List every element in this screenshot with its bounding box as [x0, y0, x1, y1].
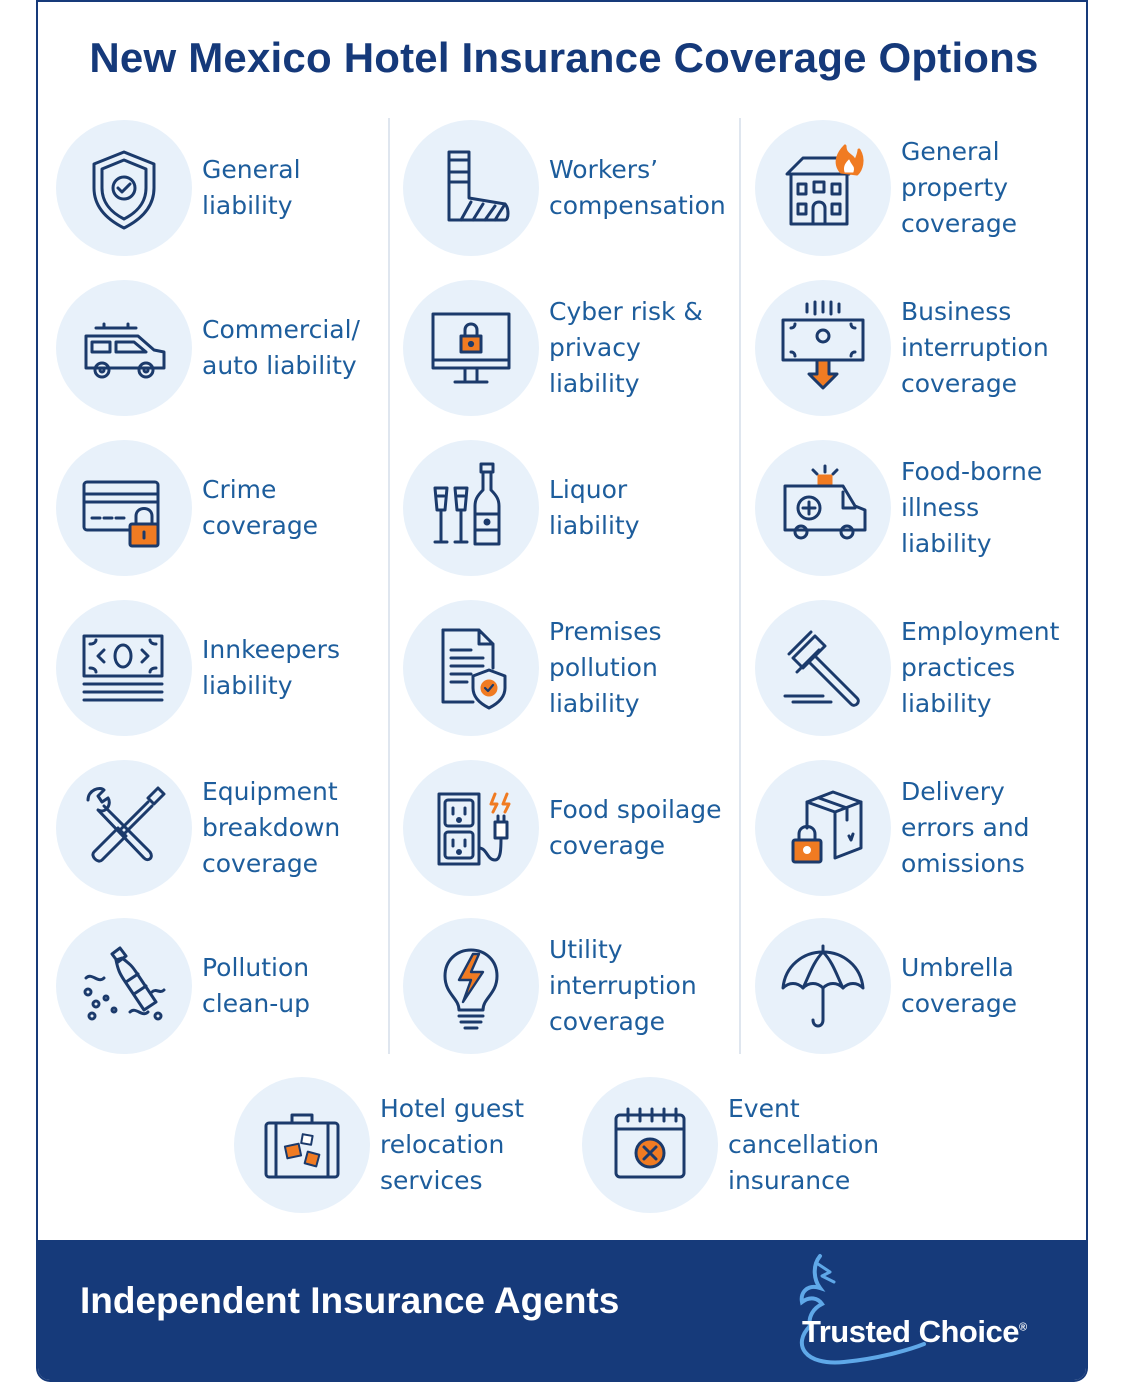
- coverage-label: Crime coverage: [202, 475, 319, 540]
- coverage-item-crime-coverage: [56, 440, 386, 580]
- coverage-label: Umbrella coverage: [901, 953, 1018, 1018]
- champagne-glasses-bottle-icon: [421, 458, 521, 558]
- item-icon-circle: [56, 918, 192, 1054]
- outlet-plug-icon: [421, 778, 521, 878]
- document-shield-icon: [421, 618, 521, 718]
- umbrella-icon: [773, 936, 873, 1036]
- coverage-item-delivery-errors: [755, 760, 1085, 900]
- item-icon-circle: [403, 600, 539, 736]
- item-icon-circle: [403, 120, 539, 256]
- item-icon-circle: [56, 760, 192, 896]
- column-divider-right: [739, 118, 741, 1054]
- footer-banner: [38, 1240, 1088, 1382]
- shield-check-icon: [74, 138, 174, 238]
- coverage-item-pollution-clean-up: [56, 918, 386, 1058]
- coverage-item-food-borne-illness: [755, 440, 1085, 580]
- coverage-label: Delivery errors and omissions: [901, 777, 1030, 878]
- coverage-label: Hotel guest relocation services: [380, 1094, 525, 1195]
- coverage-item-employment-practices: [755, 600, 1085, 740]
- item-icon-circle: [403, 440, 539, 576]
- item-icon-circle: [234, 1077, 370, 1213]
- column-divider-left: [388, 118, 390, 1054]
- coverage-item-commercial-auto-liability: [56, 280, 386, 420]
- coverage-item-umbrella-coverage: [755, 918, 1085, 1058]
- registered-mark: ®: [1018, 1321, 1027, 1334]
- coverage-item-liquor-liability: [403, 440, 733, 580]
- item-icon-circle: [755, 918, 891, 1054]
- item-icon-circle: [403, 760, 539, 896]
- ambulance-icon: [773, 458, 873, 558]
- coverage-label: Equipment breakdown coverage: [202, 777, 341, 878]
- coverage-label: Pollution clean-up: [202, 953, 310, 1018]
- coverage-label: Workers’ compensation: [549, 155, 726, 220]
- monitor-lock-icon: [421, 298, 521, 398]
- money-down-arrow-icon: [773, 298, 873, 398]
- coverage-label: Food-borne illness liability: [901, 457, 1043, 558]
- floating-bottle-icon: [74, 936, 174, 1036]
- suitcase-icon: [252, 1095, 352, 1195]
- item-icon-circle: [56, 440, 192, 576]
- coverage-label: Event cancellation insurance: [728, 1094, 880, 1195]
- coverage-label: Food spoilage coverage: [549, 795, 722, 860]
- coverage-label: Utility interruption coverage: [549, 935, 697, 1036]
- coverage-label: Employment practices liability: [901, 617, 1060, 718]
- coverage-item-event-cancellation: [582, 1077, 912, 1217]
- footer-tagline: Independent Insurance Agents: [80, 1280, 620, 1321]
- item-icon-circle: [56, 600, 192, 736]
- coverage-label: Liquor liability: [549, 475, 640, 540]
- wrench-screwdriver-icon: [74, 778, 174, 878]
- coverage-label: General property coverage: [901, 137, 1018, 238]
- burning-building-icon: [773, 138, 873, 238]
- coverage-item-food-spoilage: [403, 760, 733, 900]
- item-icon-circle: [56, 120, 192, 256]
- item-icon-circle: [755, 760, 891, 896]
- leg-cast-icon: [421, 138, 521, 238]
- gavel-icon: [773, 618, 873, 718]
- coverage-item-business-interruption: [755, 280, 1085, 420]
- coverage-item-hotel-guest-relocation: [234, 1077, 564, 1217]
- item-icon-circle: [56, 280, 192, 416]
- coverage-item-workers-compensation: [403, 120, 733, 260]
- coverage-label: Cyber risk & privacy liability: [549, 297, 703, 398]
- coverage-item-premises-pollution: [403, 600, 733, 740]
- infographic-card: [36, 0, 1088, 1382]
- coverage-item-general-property-coverage: [755, 120, 1085, 260]
- item-icon-circle: [755, 440, 891, 576]
- coverage-item-equipment-breakdown: [56, 760, 386, 900]
- coverage-label: Business interruption coverage: [901, 297, 1049, 398]
- page-title: New Mexico Hotel Insurance Coverage Options: [89, 34, 1039, 81]
- coverage-label: Premises pollution liability: [549, 617, 662, 718]
- credit-card-lock-icon: [74, 458, 174, 558]
- item-icon-circle: [582, 1077, 718, 1213]
- item-icon-circle: [403, 918, 539, 1054]
- coverage-item-innkeepers-liability: [56, 600, 386, 740]
- package-lock-icon: [773, 778, 873, 878]
- coverage-label: Innkeepers liability: [202, 635, 340, 700]
- item-icon-circle: [755, 280, 891, 416]
- coverage-label: General liability: [202, 155, 301, 220]
- banknote-stack-icon: [74, 618, 174, 718]
- item-icon-circle: [755, 600, 891, 736]
- lightbulb-bolt-icon: [421, 936, 521, 1036]
- logo-text: Trusted Choice: [802, 1314, 1019, 1349]
- coverage-item-general-liability: [56, 120, 386, 260]
- coverage-item-cyber-risk: [403, 280, 733, 420]
- coverage-item-utility-interruption: [403, 918, 733, 1058]
- coverage-label: Commercial/ auto liability: [202, 315, 360, 380]
- item-icon-circle: [403, 280, 539, 416]
- item-icon-circle: [755, 120, 891, 256]
- calendar-cancel-icon: [600, 1095, 700, 1195]
- trusted-choice-logo: [774, 1252, 1074, 1372]
- eagle-swoosh-icon: [774, 1252, 1074, 1372]
- suv-car-icon: [74, 298, 174, 398]
